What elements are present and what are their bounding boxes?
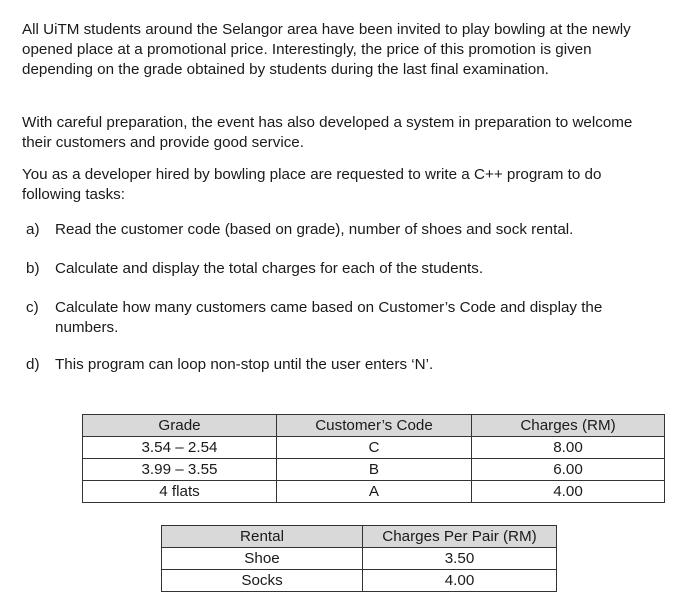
cell-charge: 4.00 xyxy=(363,570,557,592)
task-text xyxy=(55,259,483,279)
task-line: Calculate how many customers came based on Customer’s Code and display the xyxy=(55,299,603,316)
rental-charges-table xyxy=(161,525,557,592)
task-text xyxy=(55,355,433,375)
cell-rental: Shoe xyxy=(162,548,363,570)
table-row xyxy=(83,459,665,481)
cell-code: C xyxy=(277,437,472,459)
cell-charge: 3.50 xyxy=(363,548,557,570)
task-letter: d) xyxy=(26,356,40,373)
header-grade: Grade xyxy=(83,415,277,437)
task-line: This program can loop non-stop until the user enters ‘N’. xyxy=(55,356,434,373)
cell-code: B xyxy=(277,459,472,481)
cell-grade: 3.99 – 3.55 xyxy=(83,459,277,481)
header-customer-code: Customer’s Code xyxy=(277,415,472,437)
header-charges-per-pair: Charges Per Pair (RM) xyxy=(363,526,557,548)
header-charges: Charges (RM) xyxy=(472,415,665,437)
intro-paragraph-2 xyxy=(22,113,700,153)
intro-paragraph-3 xyxy=(22,165,700,205)
table-row xyxy=(162,548,557,570)
cell-rental: Socks xyxy=(162,570,363,592)
paragraph-line: With careful preparation, the event has also developed a system in preparation to welcome xyxy=(22,114,633,131)
cell-charge: 8.00 xyxy=(472,437,665,459)
paragraph-line: depending on the grade obtained by students during the last final examination. xyxy=(22,61,549,78)
task-line: numbers. xyxy=(55,319,119,336)
paragraph-line: opened place at a promotional price. Interestingly, the price of this promotion is given xyxy=(22,41,592,58)
task-text xyxy=(55,298,602,338)
paragraph-line: All UiTM students around the Selangor area have been invited to play bowling at the newly xyxy=(22,21,631,38)
paragraph-line: You as a developer hired by bowling place are requested to write a C++ program to do xyxy=(22,166,602,183)
cell-code: A xyxy=(277,481,472,503)
cell-grade: 4 flats xyxy=(83,481,277,503)
cell-grade: 3.54 – 2.54 xyxy=(83,437,277,459)
paragraph-line: their customers and provide good service. xyxy=(22,134,304,151)
task-letter: c) xyxy=(26,299,39,316)
table-header-row xyxy=(83,415,665,437)
task-line: Calculate and display the total charges for each of the students. xyxy=(55,260,484,277)
paragraph-line: following tasks: xyxy=(22,186,125,203)
task-letter: b) xyxy=(26,260,40,277)
cell-charge: 4.00 xyxy=(472,481,665,503)
task-text xyxy=(55,220,573,240)
grade-charges-table xyxy=(82,414,665,503)
header-rental: Rental xyxy=(162,526,363,548)
table-row xyxy=(162,570,557,592)
intro-paragraph-1 xyxy=(22,20,700,80)
cell-charge: 6.00 xyxy=(472,459,665,481)
task-letter: a) xyxy=(26,221,40,238)
table-row xyxy=(83,481,665,503)
table-header-row xyxy=(162,526,557,548)
table-row xyxy=(83,437,665,459)
task-line: Read the customer code (based on grade), number of shoes and sock rental. xyxy=(55,221,574,238)
